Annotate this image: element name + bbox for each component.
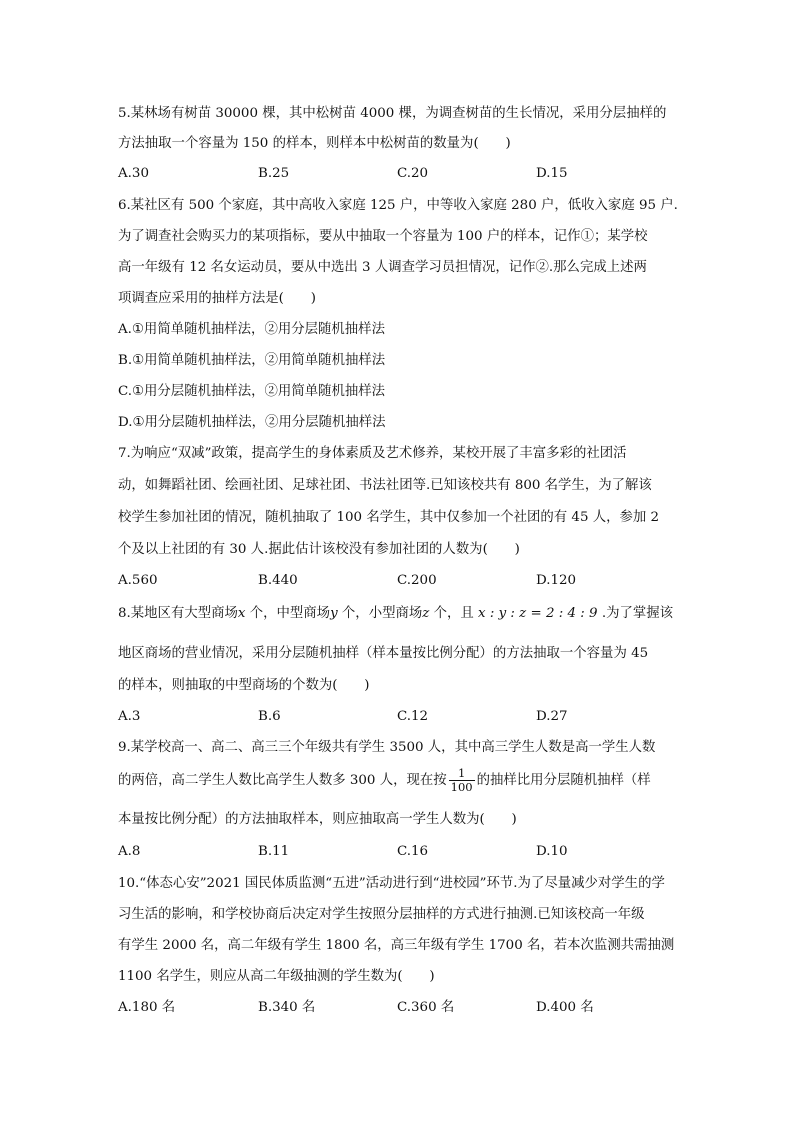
q6-option-c: C.①用分层随机抽样法，②用简单随机抽样法 bbox=[118, 384, 386, 399]
q7-line-4: 个及以上社团的有 30 人.据此估计该校没有参加社团的人数为( ) bbox=[118, 542, 520, 557]
q8-line-2: 地区商场的营业情况，采用分层随机抽样（样本量按比例分配）的方法抽取一个容量为 45 bbox=[118, 646, 649, 661]
q8-var-x: x bbox=[237, 606, 246, 621]
q8-ratio: x : y : z = 2 : 4 : 9 bbox=[478, 606, 598, 621]
q7-line-2: 动，如舞蹈社团、绘画社团、足球社团、书法社团等.已知该校共有 800 名学生，为了解该 bbox=[118, 478, 652, 493]
q5-option-c: C.20 bbox=[397, 166, 429, 181]
q8-text-a: 8.某地区有大型商场 bbox=[118, 606, 238, 621]
q10-option-d: D.400 名 bbox=[536, 1000, 594, 1015]
q9-line-2 bbox=[118, 767, 651, 795]
q10-line-2: 习生活的影响，和学校协商后决定对学生按照分层抽样的方式进行抽测.已知该校高一年级 bbox=[118, 907, 645, 922]
q6-option-a: A.①用简单随机抽样法，②用分层随机抽样法 bbox=[118, 322, 385, 337]
q5-option-a: A.30 bbox=[118, 166, 149, 181]
q10-line-1: 10.“体态心安”2021 国民体质监测“五进”活动进行到“进校园”环节.为了尽量减少对学生的学 bbox=[118, 876, 665, 891]
q8-option-d: D.27 bbox=[536, 709, 568, 724]
q8-var-z: z bbox=[422, 606, 430, 621]
q9-text-b: 的抽样比用分层随机抽样（样 bbox=[476, 773, 651, 788]
q8-option-a: A.3 bbox=[118, 709, 141, 724]
q6-line-2: 为了调查社会购买力的某项指标，要从中抽取一个容量为 100 户的样本，记作①；某学校 bbox=[118, 229, 648, 244]
q9-line-1: 9.某学校高一、高二、高三三个年级共有学生 3500 人，其中高三学生人数是高一学生人数 bbox=[118, 740, 656, 755]
sampling-ratio-fraction bbox=[449, 767, 475, 793]
q6-option-d: D.①用分层随机抽样法，②用分层随机抽样法 bbox=[118, 415, 386, 430]
q6-line-3: 高一年级有 12 名女运动员，要从中选出 3 人调查学习员担情况，记作②.那么完成上述两 bbox=[118, 260, 647, 275]
fraction-numerator: 1 bbox=[449, 767, 475, 781]
q8-text-c: 个，小型商场 bbox=[337, 606, 423, 621]
q7-line-3: 校学生参加社团的情况，随机抽取了 100 名学生，其中仅参加一个社团的有 45 人，参加 2 bbox=[118, 510, 660, 525]
q5-line-2: 方法抽取一个容量为 150 的样本，则样本中松树苗的数量为( ) bbox=[118, 136, 511, 151]
q10-option-b: B.340 名 bbox=[258, 1000, 316, 1015]
q6-option-b: B.①用简单随机抽样法，②用简单随机抽样法 bbox=[118, 353, 386, 368]
q10-line-3: 有学生 2000 名，高二年级有学生 1800 名，高三年级有学生 1700 名，若本次监测共需抽测 bbox=[118, 938, 675, 953]
q5-line-1: 5.某林场有树苗 30000 棵，其中松树苗 4000 棵，为调查树苗的生长情况，采用分层抽样的 bbox=[118, 106, 667, 121]
q7-option-b: B.440 bbox=[258, 573, 298, 588]
q10-line-4: 1100 名学生，则应从高二年级抽测的学生数为( ) bbox=[118, 969, 435, 984]
q8-text-b: 个，中型商场 bbox=[245, 606, 331, 621]
q9-option-d: D.10 bbox=[536, 844, 568, 859]
q8-option-b: B.6 bbox=[258, 709, 281, 724]
q6-line-4: 项调查应采用的抽样方法是( ) bbox=[118, 291, 316, 306]
q7-line-1: 7.为响应“双减”政策，提高学生的身体素质及艺术修养，某校开展了丰富多彩的社团活 bbox=[118, 446, 627, 461]
q6-line-1: 6.某社区有 500 个家庭，其中高收入家庭 125 户，中等收入家庭 280 户，低收入家庭 95 户. bbox=[118, 198, 678, 213]
q9-line-3: 本量按比例分配）的方法抽取样本，则应抽取高一学生人数为( ) bbox=[118, 812, 517, 827]
q10-option-a: A.180 名 bbox=[118, 1000, 176, 1015]
fraction-denominator: 100 bbox=[450, 780, 473, 794]
q8-var-y: y bbox=[330, 606, 338, 621]
q7-option-a: A.560 bbox=[118, 573, 158, 588]
q8-line-1 bbox=[118, 607, 673, 620]
q10-option-c: C.360 名 bbox=[397, 1000, 455, 1015]
q9-text-a: 的两倍，高二学生人数比高学生人数多 300 人，现在按 bbox=[118, 773, 447, 788]
q9-option-a: A.8 bbox=[118, 844, 141, 859]
q5-option-b: B.25 bbox=[258, 166, 290, 181]
q8-option-c: C.12 bbox=[397, 709, 429, 724]
q8-line-3: 的样本，则抽取的中型商场的个数为( ) bbox=[118, 678, 370, 693]
q7-option-d: D.120 bbox=[536, 573, 577, 588]
q8-text-e: .为了掌握该 bbox=[597, 606, 674, 621]
q8-text-d: 个，且 bbox=[429, 606, 479, 621]
q7-option-c: C.200 bbox=[397, 573, 437, 588]
q9-option-b: B.11 bbox=[258, 844, 290, 859]
q5-option-d: D.15 bbox=[536, 166, 568, 181]
q9-option-c: C.16 bbox=[397, 844, 429, 859]
